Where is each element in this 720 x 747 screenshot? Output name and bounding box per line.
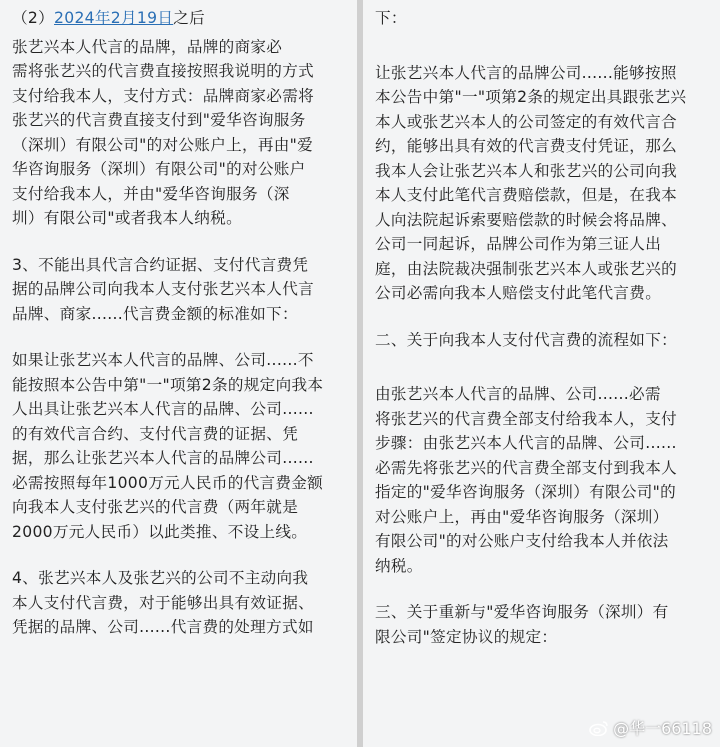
left-paragraph-4: 4、张艺兴本人及张艺兴的公司不主动向我 本人支付代言费，对于能够出具有效证据、 凭据的品牌、公司......代言费的处理方式如	[12, 569, 314, 636]
right-paragraph-2: 二、关于向我本人支付代言费的流程如下：	[375, 330, 677, 349]
watermark	[589, 716, 712, 739]
right-panel	[363, 0, 720, 747]
heading-suffix: 之后	[173, 9, 206, 27]
left-paragraph-3: 如果让张艺兴本人代言的品牌、公司......不 能按照本公告中第"一"项第2条的规定向我本 人出具让张艺兴本人代言的品牌、公司...... 的有效代言合约、支付代言费的证据、凭 据，那么让张艺兴本人代言的品牌公司...... 必需按照每年1000万元人民币的代言费金额 向我本人支付张艺兴的代言费（两年就是 2000万元人民币）以此类推、不设上线。	[12, 351, 324, 541]
heading-prefix: （2）	[12, 9, 55, 27]
left-paragraph-2: 3、不能出具代言合约证据、支付代言费凭 据的品牌公司向我本人支付张艺兴本人代言 品牌、商家......代言费金额的标准如下：	[12, 255, 314, 323]
left-panel	[0, 0, 357, 747]
weibo-icon	[589, 720, 609, 736]
watermark-text: @华一66118	[613, 719, 712, 738]
left-paragraph-1: 张艺兴本人代言的品牌，品牌的商家必 需将张艺兴的代言费直接按照我说明的方式 支付给我本人，支付方式：品牌商家必需将 张艺兴的代言费直接支付到"爱华咨询服务 （深圳）有限公司"的对公账户上，再由"爱 华咨询服务（深圳）有限公司"的对公账户 支付给我本人，并由"爱华咨询服务（深 圳）有限公司"或者我本人纳税。	[12, 37, 314, 227]
right-paragraph-3: 由张艺兴本人代言的品牌、公司......必需 将张艺兴的代言费全部支付给我本人，支付 步骤：由张艺兴本人代言的品牌、公司...... 必需先将张艺兴的代言费全部支付到我本人 指定的"爱华咨询服务（深圳）有限公司"的 对公账户上，再由"爱华咨询服务（深圳） 有限公司"的对公账户支付给我本人并依法 纳税。	[375, 385, 677, 575]
right-top-line: 下：	[375, 9, 407, 27]
section-heading	[12, 6, 353, 31]
right-paragraph-4: 三、关于重新与"爱华咨询服务（深圳）有 限公司"签定协议的规定：	[375, 603, 669, 646]
date-link[interactable]: 2024年2月19日	[54, 9, 174, 27]
right-paragraph-1: 让张艺兴本人代言的品牌公司......能够按照 本公告中第"一"项第2条的规定出具跟张艺兴 本人或张艺兴本人的公司签定的有效代言合 约，能够出具有效的代言费支付凭证，那么 我本人会让张艺兴本人和张艺兴的公司向我 本人支付此笔代言费赔偿款，但是，在我本 人向法院起诉索要赔偿款的时候会将品牌、 公司一同起诉，品牌公司作为第三证人出 庭，由法院裁决强制张艺兴本人或张艺兴的 公司必需向我本人赔偿支付此笔代言费。	[375, 63, 687, 302]
